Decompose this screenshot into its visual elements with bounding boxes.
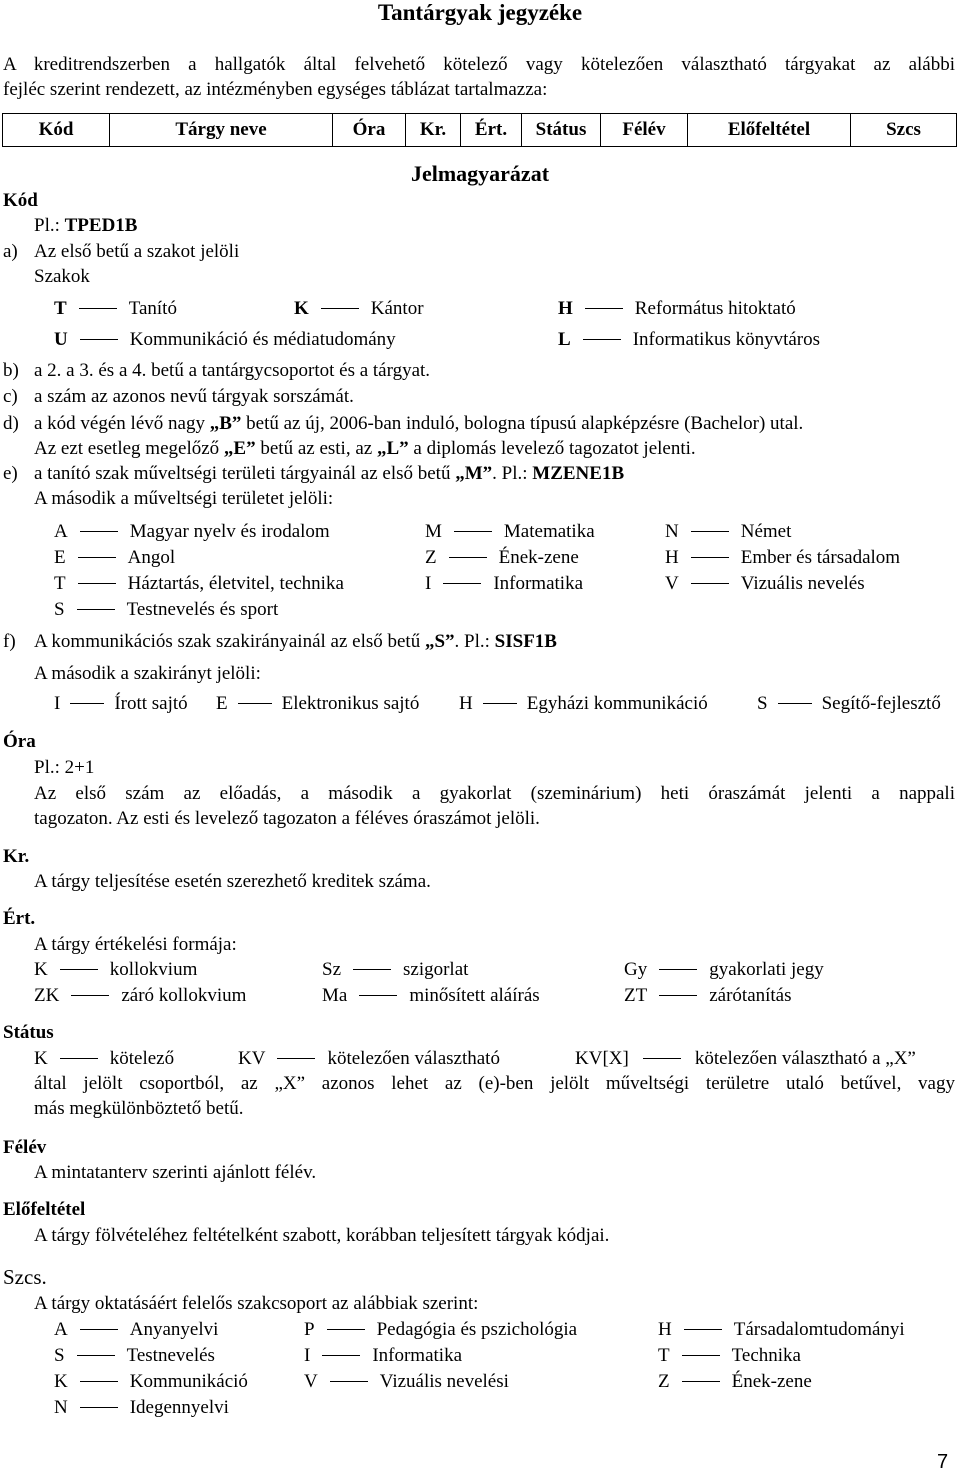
header-cell-ora: Óra [333, 114, 406, 147]
ert-item: Ma minősített aláírás [322, 985, 540, 1006]
status-item: KV kötelezően választható [238, 1048, 500, 1069]
elofeltetel-desc: A tárgy fölvételéhez feltételként szabott, korábban teljesített tárgyak kódjai. [34, 1225, 610, 1246]
header-cell-kod: Kód [3, 114, 110, 147]
kod-e-second: A második a műveltségi területet jelöli: [34, 488, 334, 509]
muveltseg-item: Z Ének-zene [425, 547, 579, 568]
page-title: Tantárgyak jegyzéke [377, 0, 583, 25]
status-item: KV[X] kötelezően választható a „X” [575, 1048, 916, 1069]
dash [80, 1407, 118, 1408]
dash [359, 995, 397, 996]
muveltseg-item: H Ember és társadalom [665, 547, 901, 568]
szcs-item: A Anyanyelvi [54, 1319, 219, 1340]
felev-heading: Félév [3, 1137, 47, 1158]
dash [454, 531, 492, 532]
ert-item: Sz szigorlat [322, 959, 469, 980]
dash [71, 995, 109, 996]
kod-f-second: A második a szakirányt jelöli: [34, 663, 261, 684]
dash [643, 1058, 681, 1059]
dash [449, 557, 487, 558]
kr-heading: Kr. [3, 846, 30, 867]
header-table [2, 113, 957, 147]
szak-item: K Kántor [294, 298, 424, 319]
szcs-item: T Technika [658, 1345, 801, 1366]
dash [682, 1381, 720, 1382]
szakirany-item: S Segítő-fejlesztő [757, 693, 941, 714]
szakok-label: Szakok [34, 266, 90, 287]
ert-item: ZK záró kollokvium [34, 985, 247, 1006]
dash [80, 531, 118, 532]
szakirany-item: E Elektronikus sajtó [216, 693, 420, 714]
kod-b-label: b) [3, 360, 19, 381]
muveltseg-item: T Háztartás, életvitel, technika [54, 573, 344, 594]
szak-item: U Kommunikáció és médiatudomány [54, 329, 396, 350]
szak-item: T Tanító [54, 298, 177, 319]
ora-desc-1: Az első szám az előadás, a második a gyakorlat (szeminárium) heti óraszámát jelenti a nappali [34, 783, 955, 804]
dash [691, 557, 729, 558]
felev-desc: A mintatanterv szerinti ajánlott félév. [34, 1162, 317, 1183]
dash [238, 703, 272, 704]
dash [77, 609, 115, 610]
szcs-desc: A tárgy oktatásáért felelős szakcsoport az alábbiak szerint: [34, 1293, 479, 1314]
page-number: 7 [937, 1451, 949, 1473]
dash [60, 969, 98, 970]
kod-d-text: a kód végén lévő nagy „B” betű az új, 2006-ban induló, bologna típusú alapképzésre (Bachelor) utal. [34, 413, 804, 434]
dash [684, 1329, 722, 1330]
dash [353, 969, 391, 970]
dash [778, 703, 812, 704]
status-heading: Státus [3, 1022, 54, 1043]
kod-d-label: d) [3, 413, 19, 434]
dash [322, 1355, 360, 1356]
ert-item: Gy gyakorlati jegy [624, 959, 824, 980]
status-line-3: más megkülönböztető betű. [34, 1098, 244, 1119]
header-cell-felev: Félév [601, 114, 688, 147]
dash [60, 1058, 98, 1059]
dash [443, 583, 481, 584]
dash [659, 995, 697, 996]
dash [659, 969, 697, 970]
ora-desc-2: tagozaton. Az esti és levelező tagozaton a féléves óraszámot jelöli. [34, 808, 540, 829]
intro-line-2: fejléc szerint rendezett, az intézményben egységes táblázat tartalmazza: [3, 79, 548, 100]
szak-item: L Informatikus könyvtáros [558, 329, 821, 350]
kod-b-text: a 2. a 3. és a 4. betű a tantárgycsoportot és a tárgyat. [34, 360, 431, 381]
dash [77, 1355, 115, 1356]
dash [321, 308, 359, 309]
kod-f-label: f) [3, 631, 16, 652]
ert-item: K kollokvium [34, 959, 198, 980]
muveltseg-item: E Angol [54, 547, 176, 568]
dash [682, 1355, 720, 1356]
szcs-item: P Pedagógia és pszichológia [304, 1319, 578, 1340]
szakirany-item: I Írott sajtó [54, 693, 188, 714]
dash [80, 1329, 118, 1330]
kod-e-text: a tanító szak műveltségi területi tárgyainál az első betű „M”. Pl.: MZENE1B [34, 463, 625, 484]
ert-desc: A tárgy értékelési formája: [34, 934, 237, 955]
ert-heading: Ért. [3, 908, 36, 929]
szcs-item: Z Ének-zene [658, 1371, 812, 1392]
dash [78, 557, 116, 558]
muveltseg-item: M Matematika [425, 521, 595, 542]
dash [80, 339, 118, 340]
szcs-heading: Szcs. [3, 1265, 47, 1289]
elofeltetel-heading: Előfeltétel [3, 1199, 86, 1220]
kr-desc: A tárgy teljesítése esetén szerezhető kreditek száma. [34, 871, 431, 892]
szak-item: H Református hitoktató [558, 298, 796, 319]
header-cell-status: Státus [522, 114, 601, 147]
dash [483, 703, 517, 704]
kod-a-label: a) [3, 241, 18, 262]
kod-f-text: A kommunikációs szak szakirányainál az első betű „S”. Pl.: SISF1B [34, 631, 557, 652]
muveltseg-item: A Magyar nyelv és irodalom [54, 521, 330, 542]
kod-c-text: a szám az azonos nevű tárgyak sorszámát. [34, 386, 354, 407]
szcs-item: N Idegennyelvi [54, 1397, 229, 1418]
szcs-item: H Társadalomtudományi [658, 1319, 905, 1340]
muveltseg-item: V Vizuális nevelés [665, 573, 865, 594]
kod-example: Pl.: TPED1B [34, 215, 138, 236]
kod-c-label: c) [3, 386, 18, 407]
szcs-item: S Testnevelés [54, 1345, 215, 1366]
ora-heading: Óra [3, 731, 36, 752]
header-cell-targy-neve: Tárgy neve [110, 114, 333, 147]
szcs-item: V Vizuális nevelési [304, 1371, 509, 1392]
dash [583, 339, 621, 340]
szcs-item: K Kommunikáció [54, 1371, 248, 1392]
muveltseg-item: I Informatika [425, 573, 584, 594]
status-item: K kötelező [34, 1048, 175, 1069]
dash [79, 308, 117, 309]
kod-e-label: e) [3, 463, 18, 484]
legend-title: Jelmagyarázat [410, 161, 550, 186]
kod-d-text-2: Az ezt esetleg megelőző „E” betű az esti, az „L” a diplomás levelező tagozatot jelenti. [34, 438, 696, 459]
ora-example: Pl.: 2+1 [34, 757, 95, 778]
dash [277, 1058, 315, 1059]
dash [691, 583, 729, 584]
dash [330, 1381, 368, 1382]
dash [80, 1381, 118, 1382]
szcs-item: I Informatika [304, 1345, 463, 1366]
dash [585, 308, 623, 309]
dash [691, 531, 729, 532]
header-cell-kr: Kr. [406, 114, 461, 147]
muveltseg-item: N Német [665, 521, 792, 542]
kod-a-text: Az első betű a szakot jelöli [34, 241, 240, 262]
dash [78, 583, 116, 584]
header-cell-elofeltetel: Előfeltétel [688, 114, 851, 147]
intro-line-1: A kreditrendszerben a hallgatók által felvehető kötelező vagy kötelezően választható tárgyakat az alábbi [3, 54, 955, 75]
header-cell-ert: Ért. [461, 114, 522, 147]
szakirany-item: H Egyházi kommunikáció [459, 693, 708, 714]
dash [327, 1329, 365, 1330]
ert-item: ZT zárótanítás [624, 985, 792, 1006]
header-cell-szcs: Szcs [851, 114, 957, 147]
kod-heading: Kód [3, 190, 38, 211]
dash [70, 703, 104, 704]
status-line-2: által jelölt csoportból, az „X” azonos lehet az (e)-ben jelölt műveltségi területre utaló betűvel, vagy [34, 1073, 955, 1094]
muveltseg-item: S Testnevelés és sport [54, 599, 279, 620]
